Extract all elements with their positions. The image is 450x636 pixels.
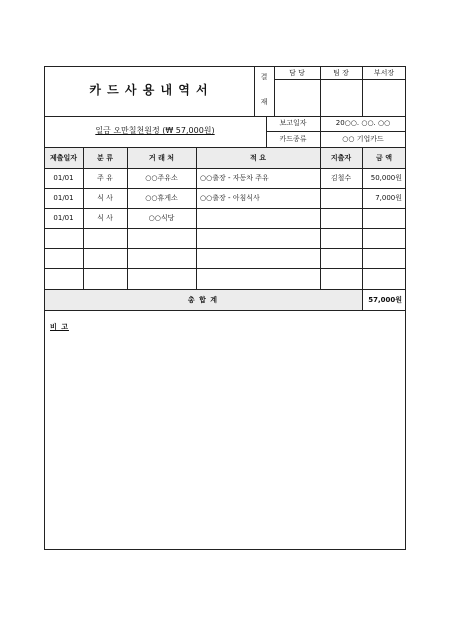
table-cell[interactable]: 김철수 bbox=[330, 174, 352, 182]
report-date-value[interactable]: 20○○. ○○. ○○ bbox=[335, 119, 391, 127]
document-title: 카 드 사 용 내 역 서 bbox=[89, 83, 209, 97]
table-cell[interactable]: 01/01 bbox=[53, 174, 74, 182]
table-row[interactable] bbox=[45, 229, 405, 248]
remarks-label: 비 고 bbox=[50, 323, 69, 331]
total-value: 57,000원 bbox=[368, 296, 402, 304]
report-date-label: 보고일자 bbox=[279, 119, 307, 127]
amount-text: 일금 오만칠천원정 (₩ 57,000원) bbox=[95, 126, 215, 135]
table-cell[interactable]: 식 사 bbox=[97, 194, 113, 202]
approval-col-staff: 담 당 bbox=[289, 69, 305, 77]
table-cell[interactable]: ○○출장 - 자동차 주유 bbox=[200, 174, 269, 182]
card-type-label: 카드종류 bbox=[279, 135, 307, 143]
table-cell[interactable]: ○○출장 - 아침식사 bbox=[200, 194, 260, 202]
col-header-date: 제출일자 bbox=[49, 154, 78, 162]
table-cell[interactable]: ○○식당 bbox=[148, 214, 175, 222]
col-header-spender: 지출자 bbox=[330, 154, 352, 162]
table-cell[interactable]: ○○휴게소 bbox=[145, 194, 178, 202]
col-header-vendor: 거 래 처 bbox=[148, 154, 175, 162]
table-cell[interactable]: 01/01 bbox=[53, 194, 74, 202]
approval-sign-dept-head[interactable] bbox=[363, 80, 406, 115]
table-cell[interactable]: 7,000원 bbox=[375, 194, 402, 202]
approval-col-team-lead: 팀 장 bbox=[333, 69, 349, 77]
remarks-area[interactable] bbox=[45, 336, 405, 549]
table-row[interactable] bbox=[45, 249, 405, 268]
table-cell[interactable]: ○○주유소 bbox=[145, 174, 178, 182]
table-row[interactable] bbox=[45, 269, 405, 289]
table-cell[interactable]: 01/01 bbox=[53, 214, 74, 222]
approval-label-bottom: 재 bbox=[260, 98, 268, 106]
card-type-value[interactable]: ○○ 기업카드 bbox=[342, 135, 384, 143]
table-cell[interactable]: 식 사 bbox=[97, 214, 113, 222]
col-header-amount: 금 액 bbox=[376, 154, 392, 162]
table-cell[interactable]: 50,000원 bbox=[370, 174, 402, 182]
approval-label-top: 결 bbox=[260, 73, 268, 81]
total-label: 총 합 계 bbox=[187, 296, 219, 304]
col-header-description: 적 요 bbox=[250, 154, 266, 162]
table-cell[interactable]: 주 유 bbox=[97, 174, 113, 182]
col-header-category: 분 류 bbox=[97, 154, 113, 162]
approval-sign-team-lead[interactable] bbox=[321, 80, 362, 115]
approval-col-dept-head: 부서장 bbox=[373, 69, 395, 77]
approval-sign-staff[interactable] bbox=[275, 80, 320, 115]
